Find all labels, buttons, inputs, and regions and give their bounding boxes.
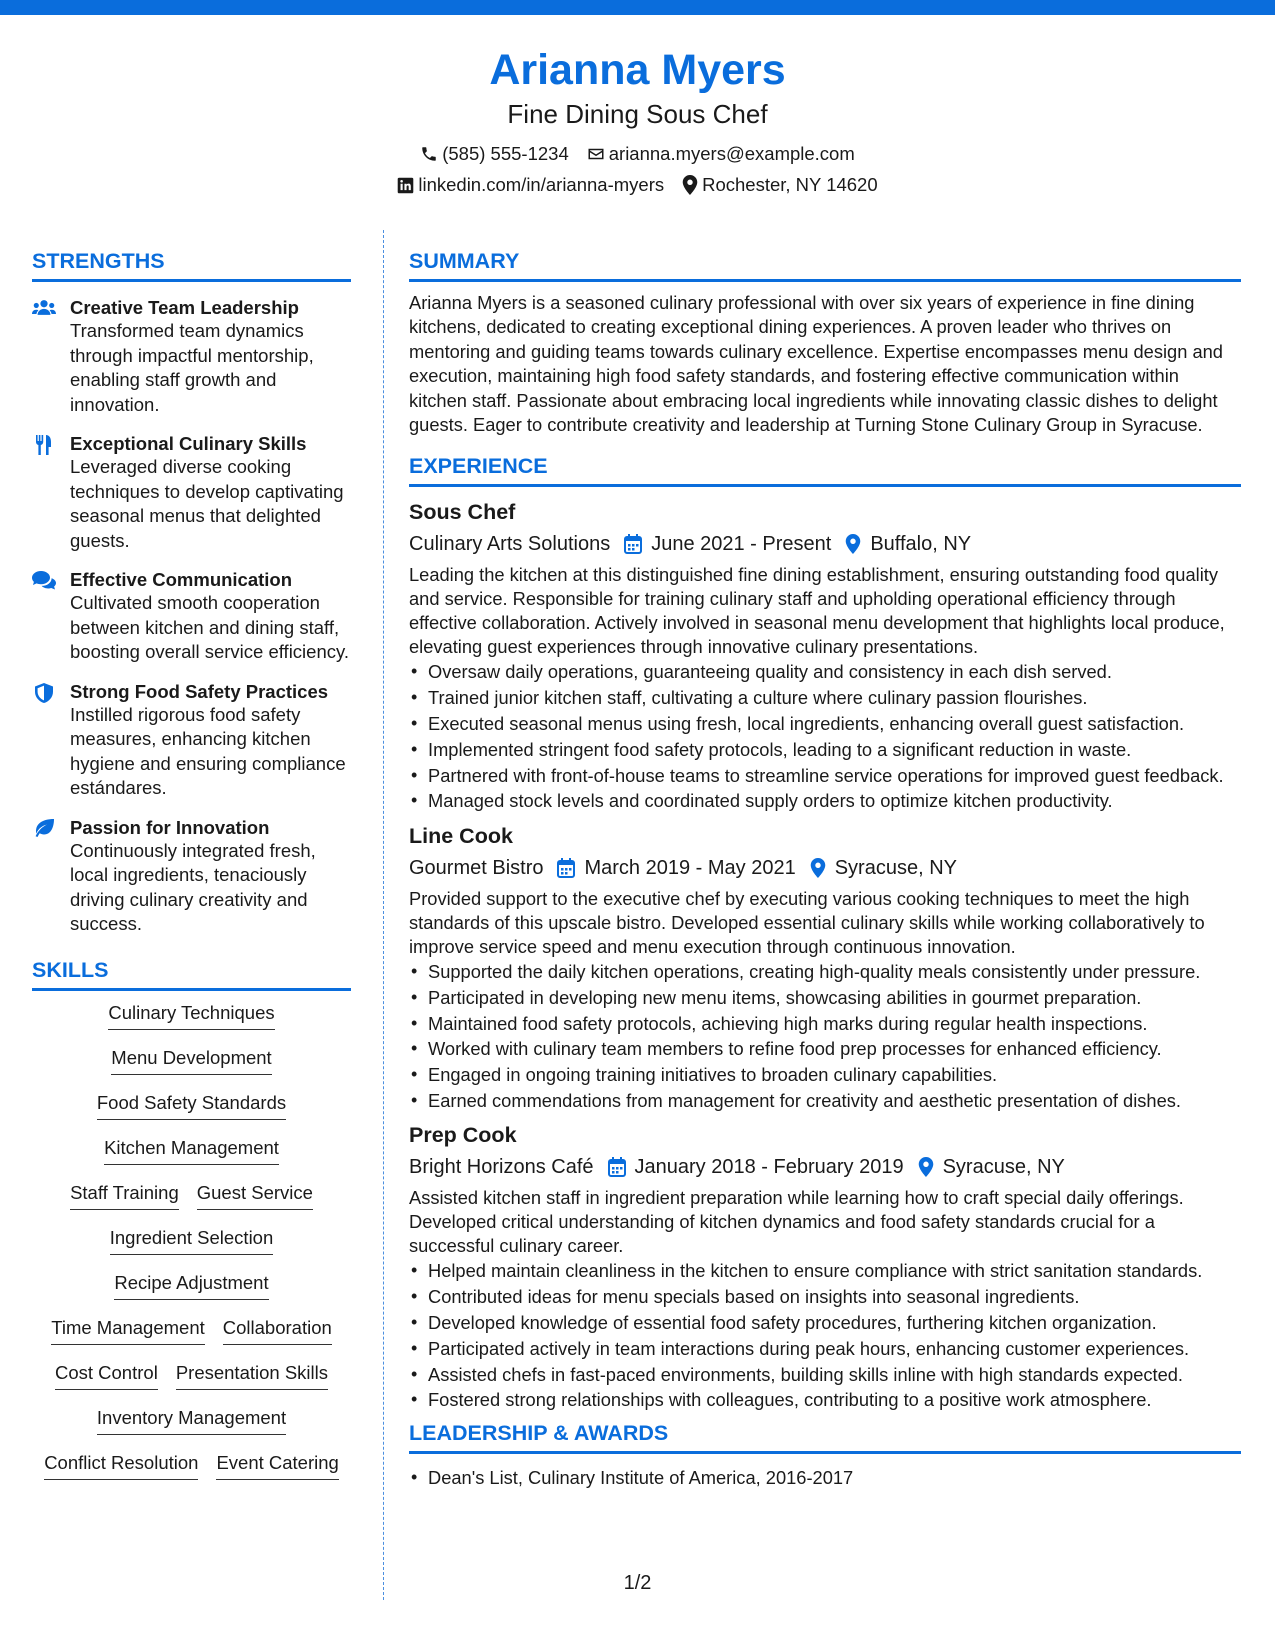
envelope-icon [587,145,605,163]
skill-tag: Collaboration [223,1316,332,1345]
job-bullet: • Fostered strong relationships with colleagues, contributing to a positive work atmosphere. [409,1388,1241,1412]
contact-phone [420,142,569,166]
skill-row [32,1091,351,1136]
strength-item [32,680,351,801]
skill-row [32,1046,351,1091]
left-column [32,248,351,1496]
job-entry [409,1120,1241,1411]
strength-title: Creative Team Leadership [70,297,299,318]
job-dates: June 2021 - Present [651,533,832,556]
summary-text: Arianna Myers is a seasoned culinary professional with over six years of experience in fine dining kitchens, dedicated to creating exceptional dining experiences. A proven leader who thrives on mentoring and guiding teams towards culinary excellence. Expertise encompasses menu design and execution, maintaining high food safety standards, and fostering effective communication within kitchen staff. Passionate about embracing local ingredients while innovating classic dishes to delight guests. Eager to contribute creativity and leadership at Turning Stone Culinary Group in Syracuse. [409,292,1223,436]
job-location: Syracuse, NY [834,856,957,879]
skill-tag: Conflict Resolution [44,1451,198,1480]
linkedin-text: linkedin.com/in/arianna-myers [418,174,665,195]
job-bullet: • Engaged in ongoing training initiatives to broaden culinary capabilities. [409,1063,1241,1087]
job-location: Syracuse, NY [942,1156,1065,1179]
job-bullet: • Earned commendations from management for creativity and aesthetic presentation of dishes. [409,1089,1241,1113]
job-bullet: • Managed stock levels and coordinated supply orders to optimize kitchen productivity. [409,789,1241,813]
skill-row [32,1001,351,1046]
job-meta [409,1152,1241,1182]
strength-description: Cultivated smooth cooperation between kitchen and dining staff, boosting overall service efficiency. [70,592,350,662]
job-bullet: • Helped maintain cleanliness in the kitchen to ensure compliance with strict sanitation standards. [409,1259,1241,1283]
award-item: • Dean's List, Culinary Institute of America, 2016-2017 [409,1466,1241,1490]
job-bullets [409,660,1241,812]
strength-description: Leveraged diverse cooking techniques to develop captivating seasonal menus that delighted guests. [70,456,344,551]
job-bullet: • Implemented stringent food safety protocols, leading to a significant reduction in waste. [409,738,1241,762]
skill-tag: Food Safety Standards [97,1091,286,1120]
job-bullet: • Developed knowledge of essential food safety procedures, furthering kitchen organization. [409,1311,1241,1335]
linkedin-icon [397,177,414,194]
skill-tag: Kitchen Management [104,1136,279,1165]
job-title: Line Cook [409,823,513,848]
awards-list [409,1466,1241,1490]
contact-email[interactable] [587,142,855,166]
skill-row [32,1361,351,1406]
job-bullet: • Oversaw daily operations, guaranteeing quality and consistency in each dish served. [409,660,1241,684]
job-bullet: • Participated in developing new menu items, showcasing abilities in gourmet preparation. [409,986,1241,1010]
calendar-icon [608,1157,626,1177]
strength-item [32,568,351,665]
job-bullet: • Assisted chefs in fast-paced environments, building skills inline with high standards expected. [409,1363,1241,1387]
contact-row-primary [0,142,1275,166]
map-pin-icon [682,175,698,195]
candidate-headline: Fine Dining Sous Chef [507,99,768,129]
phone-text: (585) 555-1234 [442,143,569,164]
job-location: Buffalo, NY [870,533,972,556]
skill-tag: Ingredient Selection [110,1226,274,1255]
awards-heading: LEADERSHIP & AWARDS [409,1420,1241,1454]
contact-location [682,173,878,197]
page-number: 1/2 [623,1572,652,1594]
strength-item [32,296,351,417]
job-title: Sous Chef [409,500,516,525]
job-dates: January 2018 - February 2019 [634,1156,904,1179]
skill-row [32,1406,351,1451]
users-icon [32,299,56,317]
skill-tag: Menu Development [111,1046,271,1075]
right-column [409,248,1241,1492]
skill-tag: Presentation Skills [176,1361,328,1390]
job-bullets [409,960,1241,1112]
job-bullet: • Trained junior kitchen staff, cultivating a culture where culinary passion flourishes. [409,686,1241,710]
strength-description: Continuously integrated fresh, local ingredients, tenaciously driving culinary creativity and success. [70,839,316,934]
summary-heading: SUMMARY [409,248,1241,282]
calendar-icon [557,858,575,878]
job-bullet: • Partnered with front-of-house teams to streamline service operations for improved guest feedback. [409,764,1241,788]
skill-row [32,1226,351,1271]
job-meta [409,529,1241,559]
map-pin-icon [918,1157,934,1177]
strength-title: Strong Food Safety Practices [70,680,329,702]
job-company: Bright Horizons Café [409,1156,594,1179]
strength-description: Instilled rigorous food safety measures, enhancing kitchen hygiene and ensuring compliance estándares. [70,703,346,798]
job-bullet: • Participated actively in team interactions during peak hours, enhancing customer experiences. [409,1337,1241,1361]
skills-heading: SKILLS [32,957,351,991]
phone-icon [420,145,438,163]
job-bullet: • Worked with culinary team members to refine food prep processes for enhanced efficiency. [409,1037,1241,1061]
contact-linkedin[interactable] [397,173,664,197]
map-pin-icon [845,534,861,554]
skills-list [32,1001,351,1496]
leaf-icon [33,819,55,838]
skill-tag: Cost Control [55,1361,158,1390]
location-text: Rochester, NY 14620 [702,174,878,195]
utensils-icon [36,435,52,455]
comments-icon [32,571,56,590]
job-title: Prep Cook [409,1123,517,1148]
column-divider [383,230,384,1600]
skill-tag: Inventory Management [97,1406,286,1435]
strengths-list [32,296,351,937]
calendar-icon [624,534,642,554]
job-bullet: • Supported the daily kitchen operations, creating high-quality meals consistently under pressure. [409,960,1241,984]
skill-row [32,1451,351,1496]
candidate-name: Arianna Myers [489,46,786,94]
strength-title: Passion for Innovation [70,816,270,838]
map-pin-icon [810,858,826,878]
skill-row [32,1271,351,1316]
strength-title: Effective Communication [70,569,293,590]
job-bullet: • Contributed ideas for menu specials based on insights into seasonal ingredients. [409,1285,1241,1309]
job-entry [409,821,1241,1112]
strength-title: Exceptional Culinary Skills [70,433,307,454]
job-description: Assisted kitchen staff in ingredient preparation while learning how to craft special daily offerings. Developed critical understanding of kitchen dynamics and food safety standards crucial for a successful culinary career. [409,1187,1184,1257]
job-description: Leading the kitchen at this distinguished fine dining establishment, ensuring outstanding food quality and service. Responsible for training culinary staff and upholding operational efficiency through effective collaboration. Actively involved in seasonal menu development that highlights local produce, elevating guest experiences through innovative culinary presentations. [409,564,1225,658]
skill-tag: Staff Training [70,1181,179,1210]
email-text: arianna.myers@example.com [608,143,855,164]
strengths-heading: STRENGTHS [32,248,351,282]
job-entry [409,497,1241,812]
contact-row-secondary [0,173,1275,197]
shield-icon [35,683,53,703]
top-accent-bar [0,0,1275,15]
skill-tag: Event Catering [216,1451,338,1480]
job-bullets [409,1259,1241,1411]
experience-heading: EXPERIENCE [409,453,1241,487]
skill-row [32,1181,351,1226]
strength-item [32,432,351,553]
job-company: Gourmet Bistro [409,856,544,879]
skill-row [32,1136,351,1181]
job-bullet: • Maintained food safety protocols, achieving high marks during regular health inspections. [409,1012,1241,1036]
job-bullet: • Executed seasonal menus using fresh, local ingredients, enhancing overall guest satisfaction. [409,712,1241,736]
skill-tag: Culinary Techniques [108,1001,274,1030]
job-meta [409,853,1241,883]
strength-description: Transformed team dynamics through impactful mentorship, enabling staff growth and innovation. [70,320,314,415]
skill-tag: Guest Service [197,1181,313,1210]
skill-tag: Recipe Adjustment [114,1271,268,1300]
strength-item [32,816,351,937]
skill-tag: Time Management [51,1316,205,1345]
job-company: Culinary Arts Solutions [409,533,611,556]
job-description: Provided support to the executive chef by executing various cooking techniques to meet the high standards of this upscale bistro. Developed essential culinary skills while working collaboratively to improve service speed and menu execution through continuous innovation. [409,887,1205,957]
resume-header [0,44,1275,197]
skill-row [32,1316,351,1361]
job-dates: March 2019 - May 2021 [584,856,796,879]
